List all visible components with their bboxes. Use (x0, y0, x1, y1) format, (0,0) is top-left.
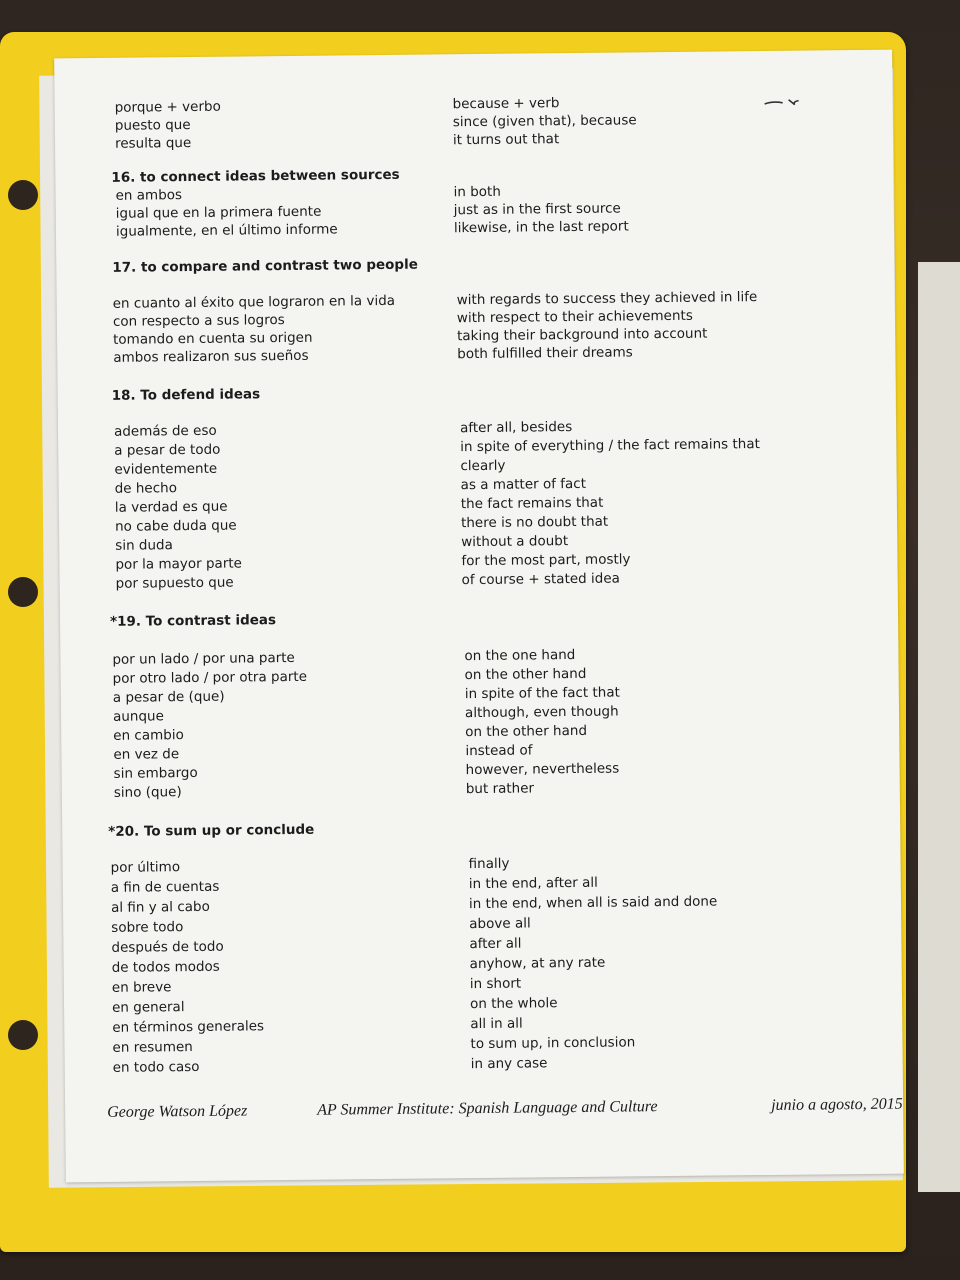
section-20-heading: *20. To sum up or conclude (108, 821, 315, 840)
phrase-es: en términos generales (112, 1018, 265, 1036)
phrase-en: the fact remains that (460, 494, 604, 513)
binder-hole-3 (8, 1020, 38, 1050)
phrase-es: sino (que) (113, 784, 182, 801)
phrase-es: a pesar de todo (114, 441, 221, 459)
phrase-en: taking their background into account (456, 325, 708, 345)
phrase-es: después de todo (111, 938, 224, 956)
phrase-es: en vez de (113, 746, 180, 763)
phrase-es: en general (111, 999, 185, 1016)
handout-page (54, 50, 904, 1183)
phrase-es: en breve (111, 979, 172, 996)
phrase-es: aunque (112, 708, 164, 725)
phrase-en: both fulfilled their dreams (457, 344, 633, 363)
phrase-es: sin embargo (113, 764, 198, 782)
phrase-en: finally (468, 855, 510, 873)
phrase-es: a fin de cuentas (110, 878, 220, 896)
phrase-en: because + verb (452, 95, 560, 113)
phrase-en: just as in the first source (453, 200, 621, 219)
phrase-es: porque + verbo (114, 98, 221, 116)
footer-institute: AP Summer Institute: Spanish Language and Culture (317, 1098, 658, 1119)
phrase-en: in the end, after all (468, 874, 598, 893)
section-16-heading: 16. to connect ideas between sources (111, 166, 400, 186)
phrase-en: although, even though (464, 703, 619, 722)
phrase-es: además de eso (113, 422, 217, 440)
phrase-es: sobre todo (111, 919, 184, 936)
phrase-en: in spite of everything / the fact remains that (460, 436, 760, 456)
phrase-es: por supuesto que (115, 574, 234, 592)
background-sheet (918, 262, 960, 1192)
phrase-es: al fin y al cabo (110, 898, 210, 916)
phrase-en: on the other hand (464, 665, 587, 684)
phrase-en: without a doubt (461, 533, 569, 551)
phrase-es: con respecto a sus logros (112, 312, 285, 330)
section-19-heading: *19. To contrast ideas (109, 612, 277, 630)
phrase-es: de hecho (114, 480, 178, 497)
phrase-en: above all (469, 915, 531, 933)
pen-mark (763, 96, 819, 109)
phrase-en: of course + stated idea (461, 570, 620, 589)
phrase-en: after all (469, 935, 522, 953)
binder-hole-1 (8, 180, 38, 210)
phrase-en: since (given that), because (452, 112, 637, 131)
phrase-en: on the whole (469, 995, 558, 1013)
phrase-en: after all, besides (459, 419, 573, 437)
phrase-es: ambos realizaron sus sueños (113, 347, 309, 366)
phrase-es: tomando en cuenta su origen (113, 329, 313, 348)
phrase-en: likewise, in the last report (453, 218, 629, 237)
phrase-en: in spite of the fact that (464, 684, 620, 703)
phrase-en: as a matter of fact (460, 475, 587, 494)
phrase-en: but rather (465, 780, 535, 798)
phrase-es: en todo caso (112, 1058, 200, 1076)
phrase-en: in short (469, 975, 522, 993)
phrase-en: however, nevertheless (465, 760, 620, 779)
section-18-heading: 18. To defend ideas (111, 386, 261, 404)
phrase-en: on the one hand (464, 646, 576, 665)
phrase-es: igualmente, en el último informe (115, 221, 338, 240)
phrase-es: puesto que (114, 116, 191, 134)
phrase-es: igual que en la primera fuente (115, 203, 322, 222)
phrase-es: a pesar de (que) (112, 688, 225, 706)
phrase-es: la verdad es que (114, 498, 228, 516)
phrase-es: por último (110, 859, 181, 876)
footer-author: George Watson López (107, 1102, 248, 1121)
phrase-es: por la mayor parte (115, 555, 243, 573)
phrase-en: for the most part, mostly (461, 551, 631, 570)
phrase-es: en cambio (113, 727, 184, 744)
phrase-es: en ambos (115, 187, 183, 204)
phrase-en: anyhow, at any rate (469, 954, 606, 973)
phrase-en: instead of (465, 742, 533, 760)
phrase-es: por otro lado / por otra parte (112, 668, 308, 687)
phrase-es: resulta que (114, 134, 192, 152)
phrase-es: sin duda (115, 537, 173, 554)
binder-hole-2 (8, 577, 38, 607)
phrase-en: there is no doubt that (460, 513, 609, 532)
phrase-es: por un lado / por una parte (112, 649, 295, 668)
section-17-heading: 17. to compare and contrast two people (112, 256, 418, 276)
phrase-en: in any case (470, 1055, 548, 1073)
phrase-es: en resumen (112, 1039, 193, 1056)
phrase-en: clearly (460, 457, 506, 475)
phrase-en: it turns out that (452, 131, 560, 149)
footer-dates: junio a agosto, 2015 (771, 1095, 903, 1114)
phrase-es: no cabe duda que (114, 517, 237, 535)
phrase-en: in both (453, 183, 501, 201)
phrase-es: evidentemente (114, 460, 218, 478)
phrase-en: with respect to their achievements (456, 307, 693, 327)
phrase-es: de todos modos (111, 958, 220, 976)
phrase-en: in the end, when all is said and done (468, 893, 718, 913)
phrase-en: with regards to success they achieved in life (456, 289, 758, 309)
phrase-es: en cuanto al éxito que lograron en la vida (112, 292, 396, 312)
phrase-en: to sum up, in conclusion (470, 1034, 636, 1053)
phrase-en: on the other hand (465, 722, 588, 741)
phrase-en: all in all (470, 1015, 523, 1033)
